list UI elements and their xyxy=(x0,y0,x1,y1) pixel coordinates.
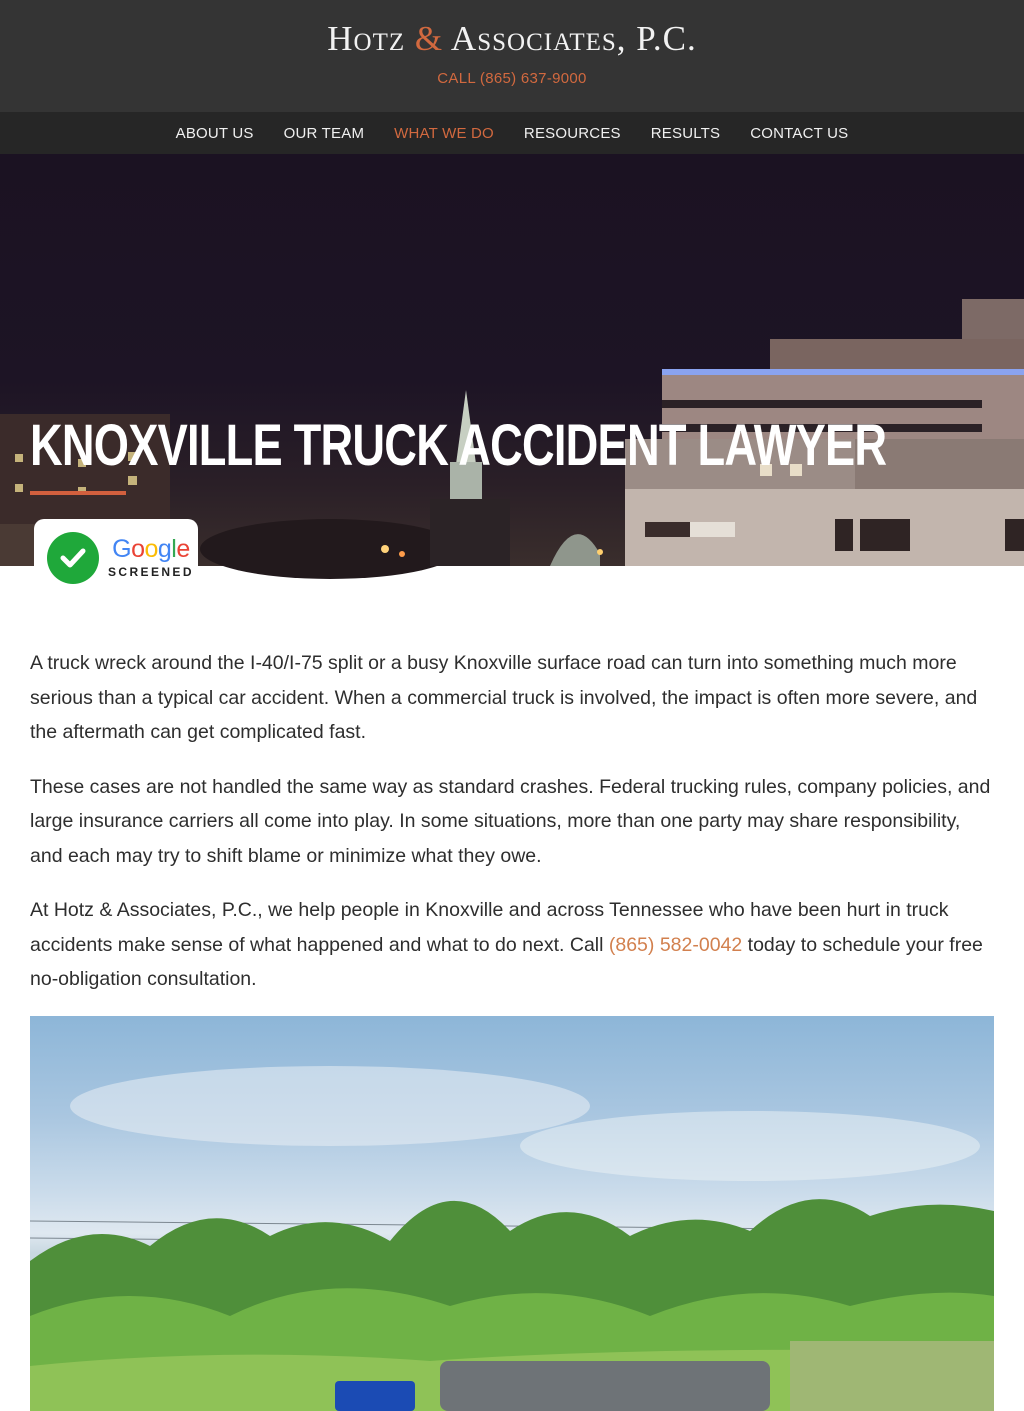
nav-resources[interactable]: RESOURCES xyxy=(523,124,621,142)
body-paragraph: These cases are not handled the same way as standard crashes. Federal trucking rules, company policies, and large insurance carriers all come into play. In some situations, more than one party may share responsibility, and each may try to shift blame or minimize what they owe. xyxy=(30,775,991,867)
intro-paragraph: A truck wreck around the I-40/I-75 split or a busy Knoxville surface road can turn into something much more serious than a typical car accident. When a commercial truck is involved, the impact is often more severe, and the aftermath can get complicated fast. xyxy=(30,652,978,743)
nav-our-team[interactable]: OUR TEAM xyxy=(283,124,365,142)
nav-contact-us[interactable]: CONTACT US xyxy=(750,124,849,142)
nav-about-us[interactable]: ABOUT US xyxy=(175,124,254,142)
nav-results[interactable]: RESULTS xyxy=(650,124,721,142)
page-title: KNOXVILLE TRUCK ACCIDENT LAWYER xyxy=(30,413,887,478)
consultation-phone-link[interactable]: (865) 582-0042 xyxy=(608,933,743,956)
google-screened-badge[interactable] xyxy=(34,519,198,596)
brand-name-part: Hotz xyxy=(327,19,415,58)
badge-label: SCREENED xyxy=(108,565,194,579)
city-skyline-image xyxy=(0,154,1024,566)
brand-ampersand: & xyxy=(414,19,444,58)
hero-banner xyxy=(0,154,1024,579)
call-phone-link[interactable]: CALL (865) 637-9000 xyxy=(437,70,587,87)
main-nav xyxy=(0,112,1024,154)
title-underline xyxy=(30,491,126,495)
truck-on-highway-image xyxy=(30,1016,994,1411)
check-circle-icon xyxy=(47,532,99,584)
site-logo[interactable] xyxy=(0,20,1024,58)
google-wordmark: Google xyxy=(112,535,190,563)
main-content xyxy=(0,566,1024,997)
cta-paragraph: At Hotz & Associates, P.C., we help people in Knoxville and across Tennessee who have been hurt in truck accidents make sense of what happened and what to do next. Call (865) 582-0042 today to schedule your free no-obligation consultation. xyxy=(30,899,983,990)
brand-name-part: Associates, P.C. xyxy=(443,19,697,58)
site-header xyxy=(0,0,1024,112)
nav-what-we-do[interactable]: WHAT WE DO xyxy=(394,124,494,142)
